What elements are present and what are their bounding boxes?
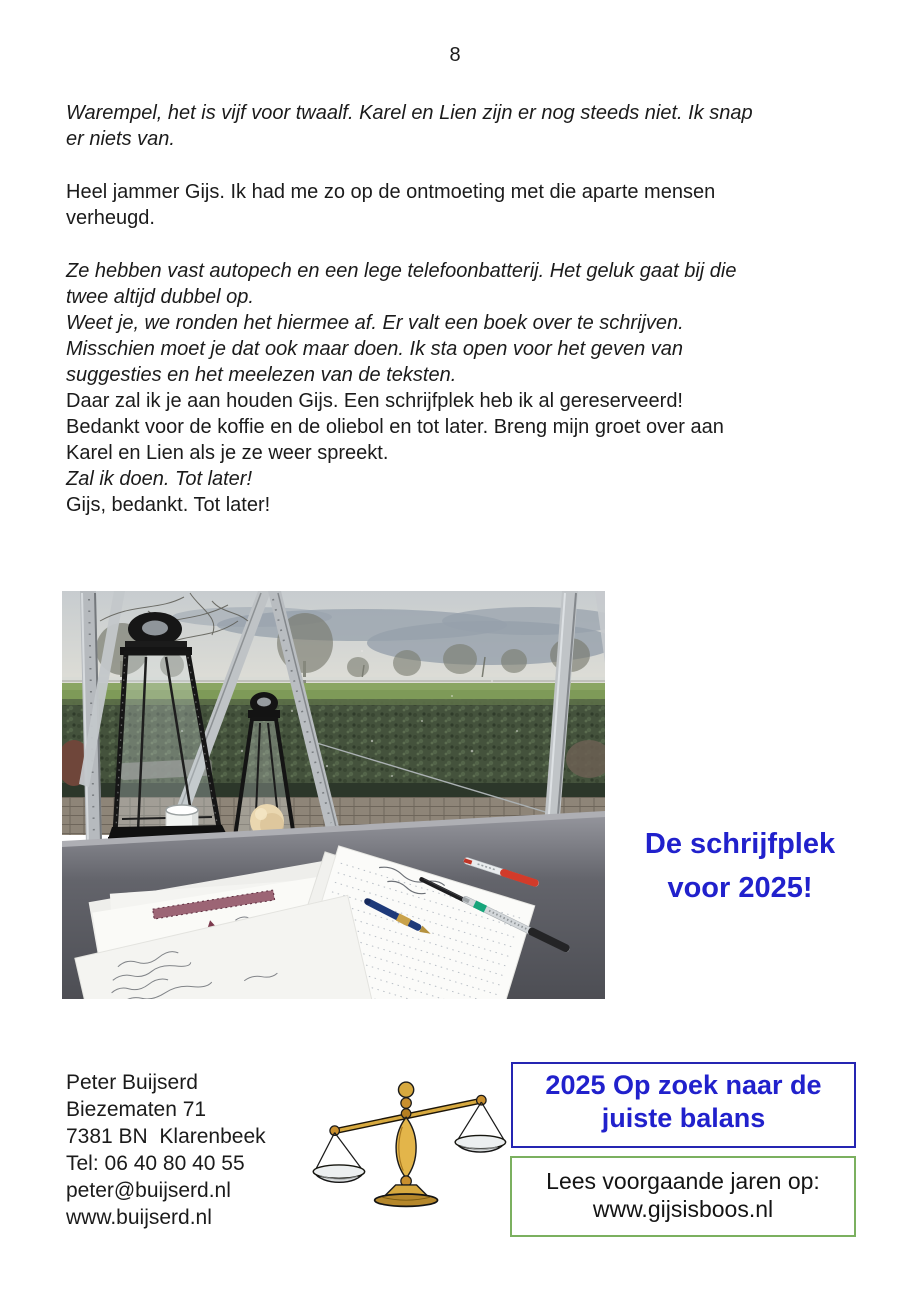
dialogue-line: Heel jammer Gijs. Ik had me zo op de ontmoeting met die aparte mensen (66, 181, 716, 203)
dialogue-line: Misschien moet je dat ook maar doen. Ik sta open voor het geven van (66, 338, 684, 360)
promo-title-box (511, 1062, 856, 1148)
contact-name: Peter Buijserd (66, 1071, 198, 1094)
dialogue-line: Ze hebben vast autopech en een lege telefoonbatterij. Het geluk gaat bij die (66, 260, 737, 282)
photo-caption-line1: De schrijfplek (644, 828, 836, 860)
dialogue-line: twee altijd dubbel op. (66, 286, 254, 308)
dialogue-line: Bedankt voor de koffie en de oliebol en tot later. Breng mijn groet over aan (66, 416, 724, 438)
scale-column (375, 1082, 438, 1206)
contact-block (66, 1069, 266, 1231)
dialogue-line: suggesties en het meelezen van de teksten. (66, 364, 457, 386)
contact-website: www.buijserd.nl (66, 1206, 212, 1229)
dialogue-paragraph (66, 492, 876, 518)
contact-postal-city: 7381 BN Klarenbeek (66, 1125, 266, 1148)
contact-email: peter@buijserd.nl (66, 1179, 231, 1202)
dialogue-line: Warempel, het is vijf voor twaalf. Karel en Lien zijn er nog steeds niet. Ik snap (66, 102, 753, 124)
photo-caption-line2: voor 2025! (667, 872, 813, 904)
promo-title-line2: juiste balans (601, 1103, 766, 1133)
balance-scale-icon (308, 1074, 508, 1214)
dialogue-line: Gijs, bedankt. Tot later! (66, 494, 271, 516)
dialogue-line: Karel en Lien als je ze weer spreekt. (66, 442, 389, 464)
dialogue-paragraph (66, 100, 876, 152)
promo-title-line1: 2025 Op zoek naar de (545, 1070, 822, 1100)
promo-note-box (510, 1156, 856, 1237)
dialogue-paragraph (66, 179, 876, 231)
page-number: 8 (449, 44, 461, 66)
writing-table-photo (62, 591, 605, 999)
promo-note-line1: Lees voorgaande jaren op: (546, 1168, 820, 1194)
photo-caption (608, 822, 872, 910)
contact-phone: Tel: 06 40 80 40 55 (66, 1152, 245, 1175)
dialogue-line: verheugd. (66, 207, 155, 229)
dialogue-line: Daar zal ik je aan houden Gijs. Een schrijfplek heb ik al gereserveerd! (66, 390, 683, 412)
dialogue-line: er niets van. (66, 128, 175, 150)
dialogue-paragraph (66, 258, 876, 388)
dialogue-line: Zal ik doen. Tot later! (66, 468, 253, 490)
promo-note-line2: www.gijsisboos.nl (592, 1196, 774, 1222)
dialogue-line: Weet je, we ronden het hiermee af. Er valt een boek over te schrijven. (66, 312, 684, 334)
dialogue-paragraph (66, 388, 876, 466)
dialogue-paragraph (66, 466, 876, 492)
scale-left-pan (313, 1133, 364, 1183)
scale-right-pan (455, 1102, 505, 1152)
contact-street: Biezematen 71 (66, 1098, 207, 1121)
